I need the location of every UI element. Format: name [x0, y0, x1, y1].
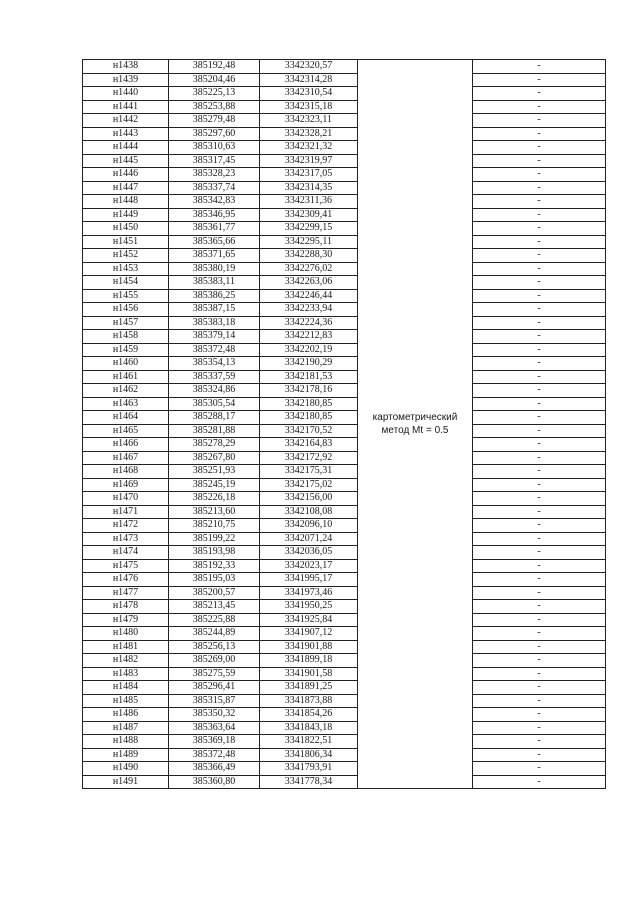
y-coordinate-cell: 3342175,31 [260, 465, 358, 479]
y-coordinate-cell: 3341854,26 [260, 708, 358, 722]
note-cell: - [473, 721, 606, 735]
x-coordinate-cell: 385256,13 [169, 640, 260, 654]
table-row [83, 465, 606, 479]
table-row [83, 424, 606, 438]
note-cell: - [473, 343, 606, 357]
table-row [83, 735, 606, 749]
x-coordinate-cell: 385369,18 [169, 735, 260, 749]
y-coordinate-cell: 3341901,58 [260, 667, 358, 681]
table-row [83, 438, 606, 452]
table-row [83, 708, 606, 722]
x-coordinate-cell: 385383,11 [169, 276, 260, 290]
y-coordinate-cell: 3342170,52 [260, 424, 358, 438]
x-coordinate-cell: 385297,60 [169, 127, 260, 141]
table-row [83, 694, 606, 708]
note-cell: - [473, 330, 606, 344]
note-cell: - [473, 87, 606, 101]
x-coordinate-cell: 385199,22 [169, 532, 260, 546]
point-id-cell: н1482 [83, 654, 169, 668]
table-row [83, 127, 606, 141]
x-coordinate-cell: 385310,63 [169, 141, 260, 155]
x-coordinate-cell: 385365,66 [169, 235, 260, 249]
table-row [83, 681, 606, 695]
y-coordinate-cell: 3342314,35 [260, 181, 358, 195]
note-cell: - [473, 276, 606, 290]
x-coordinate-cell: 385279,48 [169, 114, 260, 128]
table-row [83, 330, 606, 344]
x-coordinate-cell: 385213,45 [169, 600, 260, 614]
table-row [83, 208, 606, 222]
x-coordinate-cell: 385360,80 [169, 775, 260, 789]
y-coordinate-cell: 3342299,15 [260, 222, 358, 236]
point-id-cell: н1457 [83, 316, 169, 330]
y-coordinate-cell: 3342311,36 [260, 195, 358, 209]
x-coordinate-cell: 385281,88 [169, 424, 260, 438]
x-coordinate-cell: 385387,15 [169, 303, 260, 317]
y-coordinate-cell: 3342190,29 [260, 357, 358, 371]
x-coordinate-cell: 385226,18 [169, 492, 260, 506]
note-cell: - [473, 586, 606, 600]
point-id-cell: н1468 [83, 465, 169, 479]
point-id-cell: н1462 [83, 384, 169, 398]
point-id-cell: н1489 [83, 748, 169, 762]
note-cell: - [473, 708, 606, 722]
y-coordinate-cell: 3341778,34 [260, 775, 358, 789]
point-id-cell: н1439 [83, 73, 169, 87]
note-cell: - [473, 195, 606, 209]
point-id-cell: н1472 [83, 519, 169, 533]
y-coordinate-cell: 3342314,28 [260, 73, 358, 87]
point-id-cell: н1441 [83, 100, 169, 114]
note-cell: - [473, 627, 606, 641]
note-cell: - [473, 289, 606, 303]
x-coordinate-cell: 385192,48 [169, 60, 260, 74]
y-coordinate-cell: 3341843,18 [260, 721, 358, 735]
table-row [83, 613, 606, 627]
x-coordinate-cell: 385324,86 [169, 384, 260, 398]
y-coordinate-cell: 3342071,24 [260, 532, 358, 546]
table-row [83, 262, 606, 276]
table-row [83, 559, 606, 573]
table-row [83, 546, 606, 560]
point-id-cell: н1491 [83, 775, 169, 789]
y-coordinate-cell: 3342323,11 [260, 114, 358, 128]
point-id-cell: н1452 [83, 249, 169, 263]
point-id-cell: н1460 [83, 357, 169, 371]
note-cell: - [473, 654, 606, 668]
x-coordinate-cell: 385342,83 [169, 195, 260, 209]
x-coordinate-cell: 385366,49 [169, 762, 260, 776]
x-coordinate-cell: 385371,65 [169, 249, 260, 263]
point-id-cell: н1463 [83, 397, 169, 411]
note-cell: - [473, 114, 606, 128]
x-coordinate-cell: 385328,23 [169, 168, 260, 182]
table-row [83, 748, 606, 762]
table-row [83, 654, 606, 668]
note-cell: - [473, 127, 606, 141]
table-row [83, 573, 606, 587]
point-id-cell: н1455 [83, 289, 169, 303]
y-coordinate-cell: 3342246,44 [260, 289, 358, 303]
x-coordinate-cell: 385296,41 [169, 681, 260, 695]
note-cell: - [473, 235, 606, 249]
x-coordinate-cell: 385346,95 [169, 208, 260, 222]
table-row [83, 411, 606, 425]
note-cell: - [473, 357, 606, 371]
table-row [83, 640, 606, 654]
table-row [83, 168, 606, 182]
point-id-cell: н1438 [83, 60, 169, 74]
x-coordinate-cell: 385380,19 [169, 262, 260, 276]
x-coordinate-cell: 385354,13 [169, 357, 260, 371]
note-cell: - [473, 546, 606, 560]
x-coordinate-cell: 385225,88 [169, 613, 260, 627]
point-id-cell: н1473 [83, 532, 169, 546]
point-id-cell: н1488 [83, 735, 169, 749]
x-coordinate-cell: 385315,87 [169, 694, 260, 708]
x-coordinate-cell: 385225,13 [169, 87, 260, 101]
note-cell: - [473, 775, 606, 789]
table-row [83, 384, 606, 398]
x-coordinate-cell: 385213,60 [169, 505, 260, 519]
note-cell: - [473, 735, 606, 749]
table-row [83, 100, 606, 114]
x-coordinate-cell: 385337,59 [169, 370, 260, 384]
y-coordinate-cell: 3342288,30 [260, 249, 358, 263]
y-coordinate-cell: 3341806,34 [260, 748, 358, 762]
y-coordinate-cell: 3341925,84 [260, 613, 358, 627]
note-cell: - [473, 384, 606, 398]
table-row [83, 141, 606, 155]
y-coordinate-cell: 3342175,02 [260, 478, 358, 492]
table-row [83, 532, 606, 546]
table-row [83, 181, 606, 195]
note-cell: - [473, 262, 606, 276]
y-coordinate-cell: 3342178,16 [260, 384, 358, 398]
point-id-cell: н1447 [83, 181, 169, 195]
note-cell: - [473, 168, 606, 182]
table-row [83, 478, 606, 492]
table-row [83, 586, 606, 600]
note-cell: - [473, 451, 606, 465]
table-row [83, 195, 606, 209]
coordinates-table [82, 59, 606, 789]
point-id-cell: н1456 [83, 303, 169, 317]
table-row [83, 370, 606, 384]
table-row [83, 343, 606, 357]
x-coordinate-cell: 385193,98 [169, 546, 260, 560]
table-row [83, 451, 606, 465]
note-cell: - [473, 303, 606, 317]
y-coordinate-cell: 3342319,97 [260, 154, 358, 168]
note-cell: - [473, 397, 606, 411]
point-id-cell: н1490 [83, 762, 169, 776]
point-id-cell: н1469 [83, 478, 169, 492]
y-coordinate-cell: 3341873,88 [260, 694, 358, 708]
coordinates-table-body [83, 60, 606, 789]
table-row [83, 87, 606, 101]
x-coordinate-cell: 385305,54 [169, 397, 260, 411]
note-cell: - [473, 559, 606, 573]
point-id-cell: н1487 [83, 721, 169, 735]
x-coordinate-cell: 385253,88 [169, 100, 260, 114]
point-id-cell: н1464 [83, 411, 169, 425]
table-row [83, 276, 606, 290]
point-id-cell: н1458 [83, 330, 169, 344]
method-line-2: метод Mt = 0.5 [381, 425, 449, 436]
table-row [83, 627, 606, 641]
x-coordinate-cell: 385275,59 [169, 667, 260, 681]
y-coordinate-cell: 3342156,00 [260, 492, 358, 506]
point-id-cell: н1440 [83, 87, 169, 101]
x-coordinate-cell: 385267,80 [169, 451, 260, 465]
y-coordinate-cell: 3342180,85 [260, 411, 358, 425]
y-coordinate-cell: 3342164,83 [260, 438, 358, 452]
point-id-cell: н1467 [83, 451, 169, 465]
note-cell: - [473, 532, 606, 546]
y-coordinate-cell: 3342212,83 [260, 330, 358, 344]
table-row [83, 249, 606, 263]
x-coordinate-cell: 385204,46 [169, 73, 260, 87]
point-id-cell: н1479 [83, 613, 169, 627]
point-id-cell: н1454 [83, 276, 169, 290]
note-cell: - [473, 154, 606, 168]
point-id-cell: н1443 [83, 127, 169, 141]
note-cell: - [473, 600, 606, 614]
point-id-cell: н1466 [83, 438, 169, 452]
point-id-cell: н1476 [83, 573, 169, 587]
y-coordinate-cell: 3342202,19 [260, 343, 358, 357]
y-coordinate-cell: 3342036,05 [260, 546, 358, 560]
note-cell: - [473, 370, 606, 384]
point-id-cell: н1450 [83, 222, 169, 236]
note-cell: - [473, 141, 606, 155]
point-id-cell: н1445 [83, 154, 169, 168]
note-cell: - [473, 748, 606, 762]
table-row [83, 303, 606, 317]
x-coordinate-cell: 385244,89 [169, 627, 260, 641]
x-coordinate-cell: 385317,45 [169, 154, 260, 168]
note-cell: - [473, 181, 606, 195]
x-coordinate-cell: 385195,03 [169, 573, 260, 587]
x-coordinate-cell: 385245,19 [169, 478, 260, 492]
note-cell: - [473, 60, 606, 74]
table-row [83, 397, 606, 411]
method-cell [358, 60, 473, 789]
x-coordinate-cell: 385361,77 [169, 222, 260, 236]
note-cell: - [473, 465, 606, 479]
x-coordinate-cell: 385337,74 [169, 181, 260, 195]
table-row [83, 154, 606, 168]
table-row [83, 73, 606, 87]
note-cell: - [473, 438, 606, 452]
table-row [83, 762, 606, 776]
point-id-cell: н1451 [83, 235, 169, 249]
point-id-cell: н1485 [83, 694, 169, 708]
point-id-cell: н1475 [83, 559, 169, 573]
x-coordinate-cell: 385251,93 [169, 465, 260, 479]
y-coordinate-cell: 3341907,12 [260, 627, 358, 641]
note-cell: - [473, 762, 606, 776]
table-row [83, 357, 606, 371]
x-coordinate-cell: 385383,18 [169, 316, 260, 330]
table-row [83, 775, 606, 789]
x-coordinate-cell: 385200,57 [169, 586, 260, 600]
y-coordinate-cell: 3341899,18 [260, 654, 358, 668]
point-id-cell: н1477 [83, 586, 169, 600]
note-cell: - [473, 222, 606, 236]
y-coordinate-cell: 3342023,17 [260, 559, 358, 573]
y-coordinate-cell: 3342108,08 [260, 505, 358, 519]
note-cell: - [473, 681, 606, 695]
point-id-cell: н1486 [83, 708, 169, 722]
table-row [83, 519, 606, 533]
note-cell: - [473, 519, 606, 533]
point-id-cell: н1480 [83, 627, 169, 641]
table-row [83, 667, 606, 681]
y-coordinate-cell: 3342321,32 [260, 141, 358, 155]
x-coordinate-cell: 385386,25 [169, 289, 260, 303]
note-cell: - [473, 316, 606, 330]
y-coordinate-cell: 3342276,02 [260, 262, 358, 276]
y-coordinate-cell: 3342309,41 [260, 208, 358, 222]
table-row [83, 289, 606, 303]
y-coordinate-cell: 3342263,06 [260, 276, 358, 290]
y-coordinate-cell: 3342320,57 [260, 60, 358, 74]
point-id-cell: н1459 [83, 343, 169, 357]
note-cell: - [473, 667, 606, 681]
point-id-cell: н1478 [83, 600, 169, 614]
table-row [83, 600, 606, 614]
x-coordinate-cell: 385372,48 [169, 748, 260, 762]
point-id-cell: н1461 [83, 370, 169, 384]
x-coordinate-cell: 385192,33 [169, 559, 260, 573]
note-cell: - [473, 694, 606, 708]
note-cell: - [473, 73, 606, 87]
y-coordinate-cell: 3342317,05 [260, 168, 358, 182]
point-id-cell: н1471 [83, 505, 169, 519]
point-id-cell: н1483 [83, 667, 169, 681]
note-cell: - [473, 613, 606, 627]
point-id-cell: н1465 [83, 424, 169, 438]
point-id-cell: н1449 [83, 208, 169, 222]
note-cell: - [473, 478, 606, 492]
y-coordinate-cell: 3341950,25 [260, 600, 358, 614]
y-coordinate-cell: 3342181,53 [260, 370, 358, 384]
note-cell: - [473, 100, 606, 114]
point-id-cell: н1448 [83, 195, 169, 209]
x-coordinate-cell: 385372,48 [169, 343, 260, 357]
y-coordinate-cell: 3342233,94 [260, 303, 358, 317]
table-row [83, 222, 606, 236]
x-coordinate-cell: 385210,75 [169, 519, 260, 533]
x-coordinate-cell: 385363,64 [169, 721, 260, 735]
note-cell: - [473, 640, 606, 654]
y-coordinate-cell: 3342224,36 [260, 316, 358, 330]
point-id-cell: н1453 [83, 262, 169, 276]
x-coordinate-cell: 385288,17 [169, 411, 260, 425]
table-row [83, 60, 606, 74]
y-coordinate-cell: 3341793,91 [260, 762, 358, 776]
x-coordinate-cell: 385379,14 [169, 330, 260, 344]
table-row [83, 721, 606, 735]
note-cell: - [473, 492, 606, 506]
note-cell: - [473, 424, 606, 438]
point-id-cell: н1474 [83, 546, 169, 560]
method-line-1: картометрический [372, 411, 458, 423]
y-coordinate-cell: 3342180,85 [260, 397, 358, 411]
y-coordinate-cell: 3342172,92 [260, 451, 358, 465]
note-cell: - [473, 208, 606, 222]
note-cell: - [473, 249, 606, 263]
y-coordinate-cell: 3342328,21 [260, 127, 358, 141]
x-coordinate-cell: 385278,29 [169, 438, 260, 452]
table-row [83, 316, 606, 330]
y-coordinate-cell: 3342310,54 [260, 87, 358, 101]
point-id-cell: н1481 [83, 640, 169, 654]
y-coordinate-cell: 3341891,25 [260, 681, 358, 695]
point-id-cell: н1484 [83, 681, 169, 695]
table-row [83, 505, 606, 519]
y-coordinate-cell: 3342315,18 [260, 100, 358, 114]
note-cell: - [473, 411, 606, 425]
table-row [83, 114, 606, 128]
note-cell: - [473, 505, 606, 519]
table-row [83, 235, 606, 249]
y-coordinate-cell: 3342096,10 [260, 519, 358, 533]
note-cell: - [473, 573, 606, 587]
x-coordinate-cell: 385350,32 [169, 708, 260, 722]
y-coordinate-cell: 3341973,46 [260, 586, 358, 600]
table-row [83, 492, 606, 506]
point-id-cell: н1442 [83, 114, 169, 128]
x-coordinate-cell: 385269,00 [169, 654, 260, 668]
y-coordinate-cell: 3341822,51 [260, 735, 358, 749]
point-id-cell: н1444 [83, 141, 169, 155]
point-id-cell: н1470 [83, 492, 169, 506]
y-coordinate-cell: 3342295,11 [260, 235, 358, 249]
y-coordinate-cell: 3341995,17 [260, 573, 358, 587]
y-coordinate-cell: 3341901,88 [260, 640, 358, 654]
point-id-cell: н1446 [83, 168, 169, 182]
